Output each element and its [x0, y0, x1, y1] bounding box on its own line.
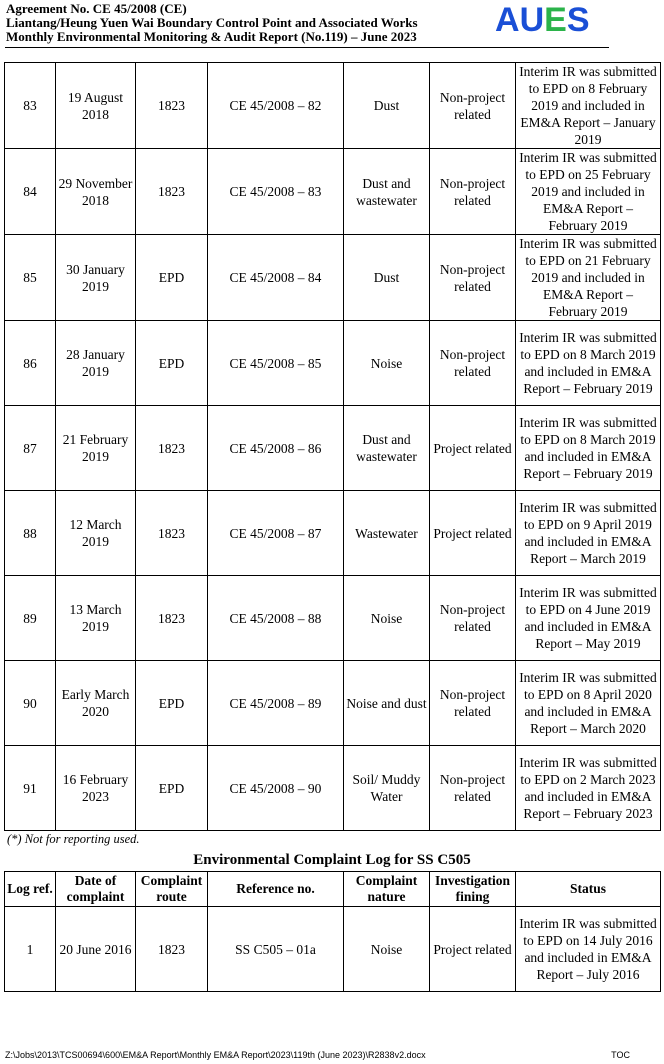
reference-cell: CE 45/2008 – 89 [208, 661, 344, 746]
status-cell: Interim IR was submitted to EPD on 25 February 2019 and included in EM&A Report – February 2019 [516, 149, 661, 235]
status-cell: Interim IR was submitted to EPD on 8 March 2019 and included in EM&A Report – February 2019 [516, 406, 661, 491]
route-cell: 1823 [136, 576, 208, 661]
col-status: Status [516, 872, 661, 907]
col-date: Date of complaint [56, 872, 136, 907]
reference-cell: CE 45/2008 – 88 [208, 576, 344, 661]
col-log-ref: Log ref. [5, 872, 56, 907]
route-cell: EPD [136, 235, 208, 321]
finding-cell: Project related [430, 406, 516, 491]
finding-cell: Project related [430, 907, 516, 992]
date-cell: Early March 2020 [56, 661, 136, 746]
col-nature: Complaint nature [344, 872, 430, 907]
status-cell: Interim IR was submitted to EPD on 9 April 2019 and included in EM&A Report – March 2019 [516, 491, 661, 576]
finding-cell: Non-project related [430, 63, 516, 149]
table-row [5, 491, 661, 576]
col-reference: Reference no. [208, 872, 344, 907]
col-finding: Investigation fining [430, 872, 516, 907]
date-cell: 28 January 2019 [56, 321, 136, 406]
finding-cell: Non-project related [430, 746, 516, 831]
logo-letter-e: E [544, 1, 567, 39]
nature-cell: Dust [344, 63, 430, 149]
c505-header-row [5, 872, 661, 907]
table-row [5, 321, 661, 406]
reference-cell: CE 45/2008 – 84 [208, 235, 344, 321]
finding-cell: Non-project related [430, 321, 516, 406]
nature-cell: Noise [344, 576, 430, 661]
project-title: Liantang/Heung Yuen Wai Boundary Control Point and Associated Works [6, 15, 418, 30]
reference-cell: CE 45/2008 – 82 [208, 63, 344, 149]
table-row [5, 63, 661, 149]
logo-letter-a: A [495, 1, 520, 39]
nature-cell: Noise and dust [344, 661, 430, 746]
nature-cell: Dust [344, 235, 430, 321]
date-cell: 13 March 2019 [56, 576, 136, 661]
nature-cell: Soil/ Muddy Water [344, 746, 430, 831]
toc-link[interactable]: TOC [611, 1050, 630, 1060]
date-cell: 21 February 2019 [56, 406, 136, 491]
status-cell: Interim IR was submitted to EPD on 21 February 2019 and included in EM&A Report – February 2019 [516, 235, 661, 321]
route-cell: 1823 [136, 63, 208, 149]
complaint-log-table [4, 62, 661, 831]
nature-cell: Dust and wastewater [344, 149, 430, 235]
nature-cell: Noise [344, 321, 430, 406]
log-ref-cell: 86 [5, 321, 56, 406]
status-cell: Interim IR was submitted to EPD on 4 June 2019 and included in EM&A Report – May 2019 [516, 576, 661, 661]
route-cell: 1823 [136, 406, 208, 491]
log-ref-cell: 83 [5, 63, 56, 149]
nature-cell: Dust and wastewater [344, 406, 430, 491]
log-ref-cell: 84 [5, 149, 56, 235]
reference-cell: CE 45/2008 – 83 [208, 149, 344, 235]
log-ref-cell: 90 [5, 661, 56, 746]
header-divider [5, 47, 609, 48]
logo-letter-s: S [566, 1, 590, 39]
table-row [5, 149, 661, 235]
date-cell: 30 January 2019 [56, 235, 136, 321]
reference-cell: CE 45/2008 – 87 [208, 491, 344, 576]
finding-cell: Non-project related [430, 576, 516, 661]
table-row [5, 576, 661, 661]
route-cell: 1823 [136, 149, 208, 235]
date-cell: 29 November 2018 [56, 149, 136, 235]
aues-logo [495, 0, 590, 40]
c505-complaint-body [5, 907, 661, 992]
finding-cell: Non-project related [430, 149, 516, 235]
finding-cell: Non-project related [430, 661, 516, 746]
status-cell: Interim IR was submitted to EPD on 14 July 2016 and included in EM&A Report – July 2016 [516, 907, 661, 992]
log-ref-cell: 1 [5, 907, 56, 992]
status-cell: Interim IR was submitted to EPD on 2 March 2023 and included in EM&A Report – February 2023 [516, 746, 661, 831]
file-path-footer: Z:\Jobs\2013\TCS00694\600\EM&A Report\Monthly EM&A Report\2023\119th (June 2023)\R2838v2.docx [5, 1050, 426, 1060]
date-cell: 19 August 2018 [56, 63, 136, 149]
footnote: (*) Not for reporting used. [7, 832, 140, 846]
table-row [5, 746, 661, 831]
route-cell: EPD [136, 746, 208, 831]
table-row [5, 661, 661, 746]
log-ref-cell: 87 [5, 406, 56, 491]
table-row [5, 406, 661, 491]
route-cell: 1823 [136, 491, 208, 576]
status-cell: Interim IR was submitted to EPD on 8 March 2019 and included in EM&A Report – February 2019 [516, 321, 661, 406]
nature-cell: Wastewater [344, 491, 430, 576]
finding-cell: Project related [430, 491, 516, 576]
route-cell: EPD [136, 661, 208, 746]
report-title: Monthly Environmental Monitoring & Audit Report (No.119) – June 2023 [6, 29, 417, 44]
table-row [5, 907, 661, 992]
complaint-log-body [5, 63, 661, 831]
log-ref-cell: 89 [5, 576, 56, 661]
status-cell: Interim IR was submitted to EPD on 8 February 2019 and included in EM&A Report – January 2019 [516, 63, 661, 149]
col-route: Complaint route [136, 872, 208, 907]
agreement-number: Agreement No. CE 45/2008 (CE) [6, 1, 187, 16]
log-ref-cell: 88 [5, 491, 56, 576]
date-cell: 20 June 2016 [56, 907, 136, 992]
table-row [5, 235, 661, 321]
c505-section-title: Environmental Complaint Log for SS C505 [193, 852, 471, 868]
nature-cell: Noise [344, 907, 430, 992]
reference-cell: SS C505 – 01a [208, 907, 344, 992]
logo-letter-u: U [519, 1, 545, 39]
reference-cell: CE 45/2008 – 85 [208, 321, 344, 406]
date-cell: 16 February 2023 [56, 746, 136, 831]
date-cell: 12 March 2019 [56, 491, 136, 576]
c505-complaint-table [4, 871, 661, 992]
reference-cell: CE 45/2008 – 86 [208, 406, 344, 491]
log-ref-cell: 91 [5, 746, 56, 831]
log-ref-cell: 85 [5, 235, 56, 321]
route-cell: 1823 [136, 907, 208, 992]
reference-cell: CE 45/2008 – 90 [208, 746, 344, 831]
status-cell: Interim IR was submitted to EPD on 8 April 2020 and included in EM&A Report – March 2020 [516, 661, 661, 746]
route-cell: EPD [136, 321, 208, 406]
finding-cell: Non-project related [430, 235, 516, 321]
